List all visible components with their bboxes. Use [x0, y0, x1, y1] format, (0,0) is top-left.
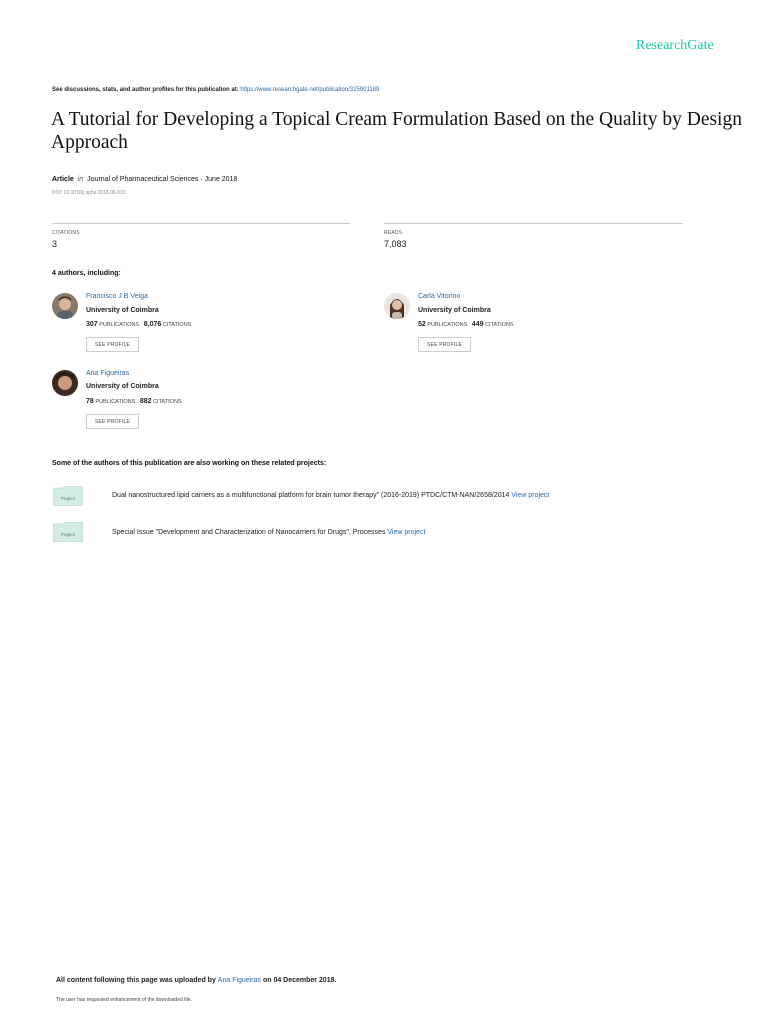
citations-divider: [52, 223, 350, 224]
upload-info: [56, 977, 337, 984]
project-folder-icon: [53, 486, 83, 506]
uploader-link[interactable]: Ana Figueiras: [217, 977, 261, 984]
project-item: [112, 492, 549, 499]
project-folder-icon: [53, 522, 83, 542]
in-word: in: [77, 176, 84, 183]
avatar[interactable]: [52, 293, 78, 319]
article-type: Article: [52, 176, 74, 183]
journal-date: Journal of Pharmaceutical Sciences · June 2018: [87, 176, 238, 183]
uploaded-prefix: All content following this page was uploaded by: [56, 977, 216, 984]
citations-value: 3: [52, 239, 58, 249]
project-icon-label: Project: [60, 496, 76, 501]
author-name-link[interactable]: Ana Figueiras: [86, 370, 130, 377]
author-name-link[interactable]: Francisco J B Veiga: [86, 293, 148, 300]
avatar[interactable]: [52, 370, 78, 396]
author-institution: University of Coimbra: [86, 383, 159, 390]
reads-divider: [384, 223, 683, 224]
citations-count: 882: [139, 398, 152, 405]
citations-label: CITATIONS: [153, 399, 182, 405]
publications-count: 78: [86, 398, 94, 405]
citations-count: 8,076: [143, 321, 162, 328]
author-photo-icon: [384, 293, 410, 319]
see-profile-button[interactable]: SEE PROFILE: [418, 337, 471, 352]
view-project-link[interactable]: View project: [511, 492, 550, 499]
citations-label: CITATIONS: [485, 322, 514, 328]
paper-title: A Tutorial for Developing a Topical Cream Formulation Based on the Quality by Design Approach: [51, 109, 742, 153]
publications-count: 52: [418, 321, 426, 328]
citations-label: CITATIONS: [52, 230, 80, 236]
project-icon-label: Project: [60, 532, 76, 537]
project-item: [112, 529, 425, 536]
citations-count: 449: [471, 321, 484, 328]
reads-value: 7,083: [384, 239, 407, 249]
reads-label: READS: [384, 230, 403, 236]
author-institution: University of Coimbra: [418, 307, 491, 314]
paper-meta: [52, 176, 237, 183]
avatar[interactable]: [384, 293, 410, 319]
enhancement-note: The user has requested enhancement of the downloaded file.: [56, 997, 192, 1003]
author-photo-icon: [52, 370, 78, 396]
project-description: Dual nanostructured lipid carriers as a multifunctional platform for brain tumor therapy" (2016-2019) PTDC/CTM-NAN/2658/2014: [112, 492, 510, 499]
publications-label: PUBLICATIONS: [427, 322, 468, 328]
publications-label: PUBLICATIONS: [95, 399, 136, 405]
see-profile-button[interactable]: SEE PROFILE: [86, 337, 139, 352]
uploaded-suffix: on 04 December 2018.: [262, 977, 337, 984]
author-institution: University of Coimbra: [86, 307, 159, 314]
authors-heading: 4 authors, including:: [52, 270, 121, 277]
doi: DOI: 10.1016/j.xphs.2018.06.010: [52, 190, 126, 196]
author-name-link[interactable]: Carla Vitorino: [418, 293, 461, 300]
researchgate-logo[interactable]: ResearchGate: [636, 38, 714, 53]
view-project-link[interactable]: View project: [387, 529, 426, 536]
publications-label: PUBLICATIONS: [99, 322, 140, 328]
see-discussions-text: See discussions, stats, and author profiles for this publication at:: [52, 87, 239, 93]
citations-label: CITATIONS: [162, 322, 192, 328]
author-stats: [86, 398, 182, 405]
see-profile-button[interactable]: SEE PROFILE: [86, 414, 139, 429]
author-stats: [418, 321, 514, 328]
author-photo-icon: [52, 293, 78, 319]
see-discussions-line: [52, 87, 379, 93]
project-description: Special Issue "Development and Characterization of Nanocarriers for Drugs", Processes: [112, 529, 386, 536]
projects-heading: Some of the authors of this publication are also working on these related projects:: [52, 460, 327, 467]
publication-url-link[interactable]: https://www.researchgate.net/publication/325901189: [240, 87, 380, 93]
author-stats: [86, 321, 191, 328]
publications-count: 307: [86, 321, 98, 328]
